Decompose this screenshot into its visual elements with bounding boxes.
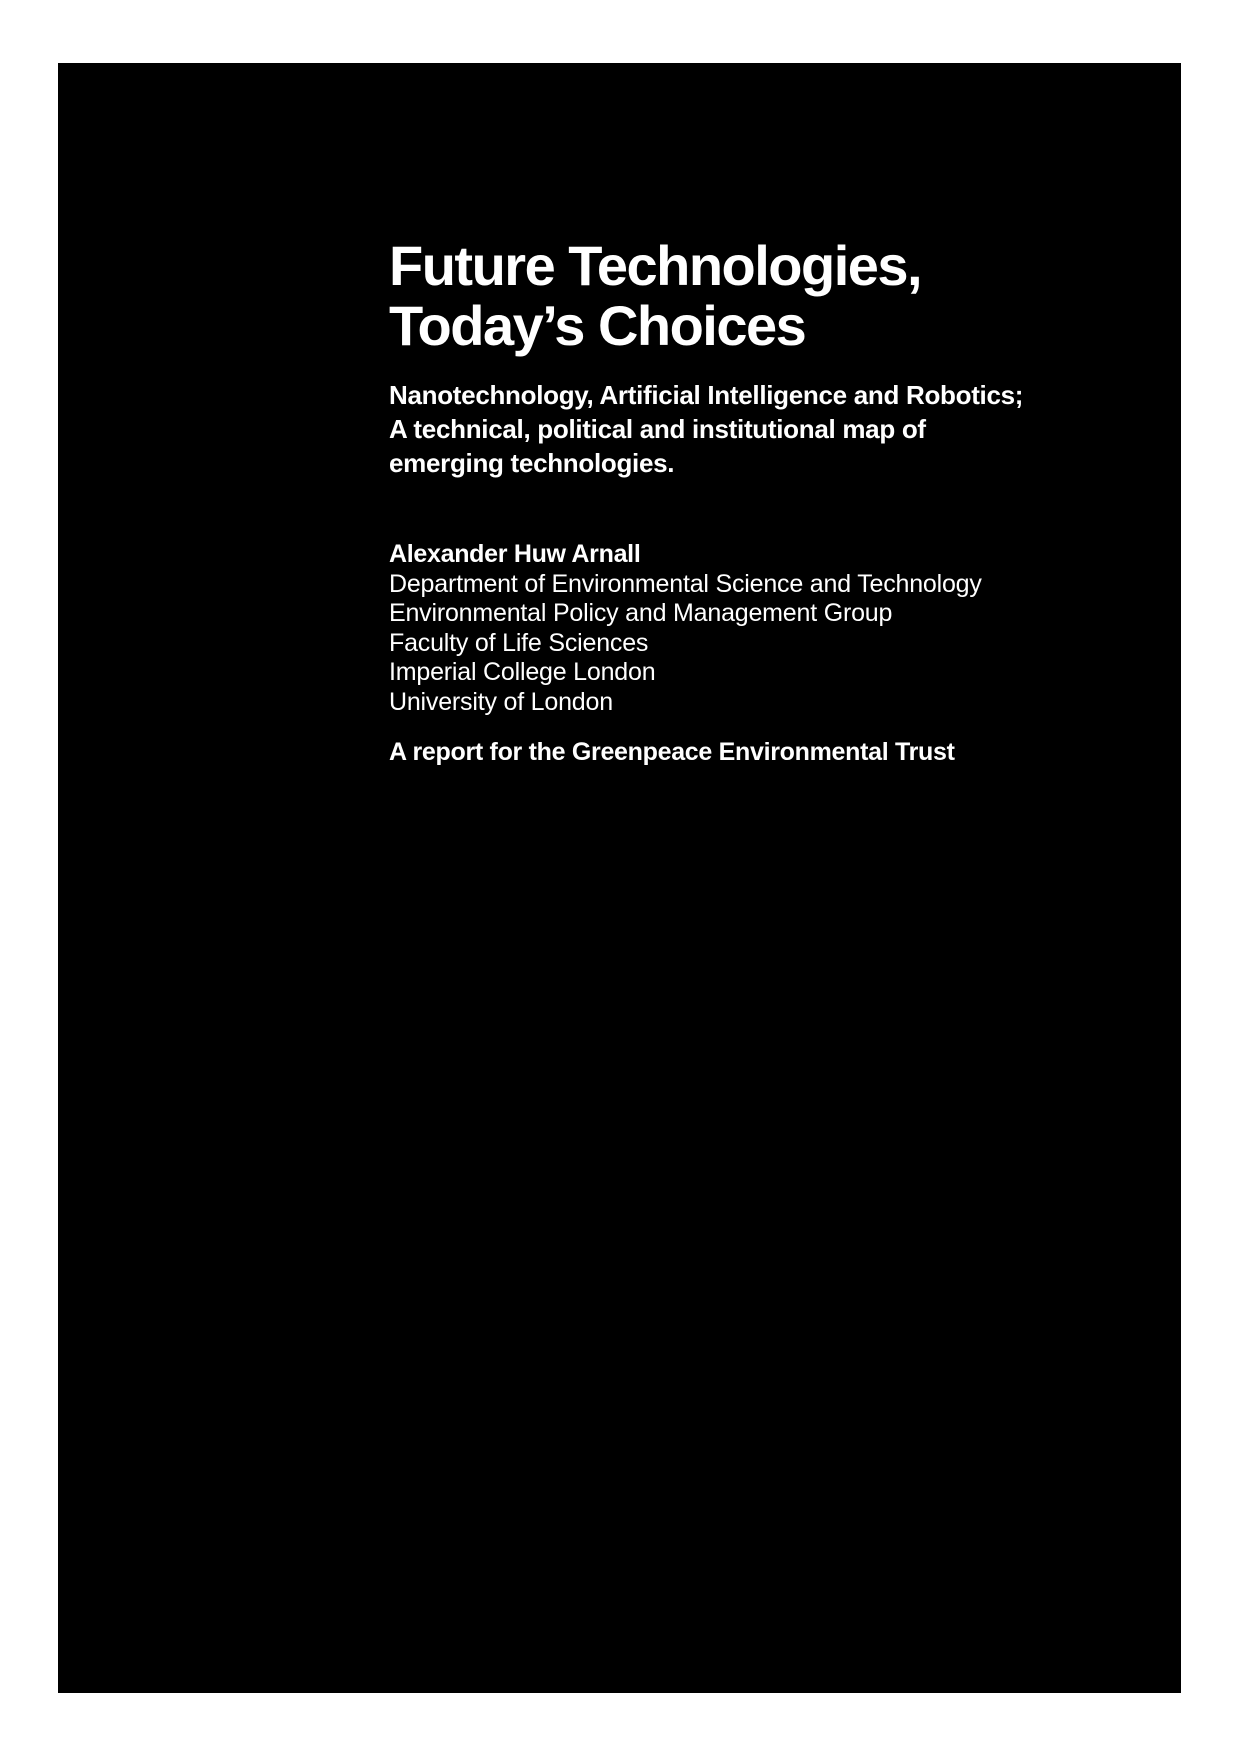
report-for-line: A report for the Greenpeace Environmental Trust: [389, 738, 955, 766]
cover-content: [389, 236, 1149, 767]
author-block: [389, 540, 1149, 717]
subtitle-line-1: Nanotechnology, Artificial Intelligence and Robotics;: [389, 380, 1024, 410]
affiliation-faculty: Faculty of Life Sciences: [389, 628, 649, 657]
title-line-2: Today’s Choices: [389, 294, 806, 357]
affiliation-university: University of London: [389, 687, 613, 716]
author-name: Alexander Huw Arnall: [389, 540, 641, 568]
affiliation-department: Department of Environmental Science and Technology: [389, 569, 982, 598]
affiliation-college: Imperial College London: [389, 658, 656, 686]
report-subtitle: [389, 378, 1149, 480]
title-line-1: Future Technologies,: [389, 234, 922, 297]
report-title: [389, 236, 1149, 356]
subtitle-line-2: A technical, political and institutional map of: [389, 414, 926, 444]
cover-panel: [58, 63, 1181, 1693]
affiliation-group: Environmental Policy and Management Group: [389, 599, 893, 627]
subtitle-line-3: emerging technologies.: [389, 448, 675, 478]
blank-label-box: [1002, 1711, 1218, 1746]
